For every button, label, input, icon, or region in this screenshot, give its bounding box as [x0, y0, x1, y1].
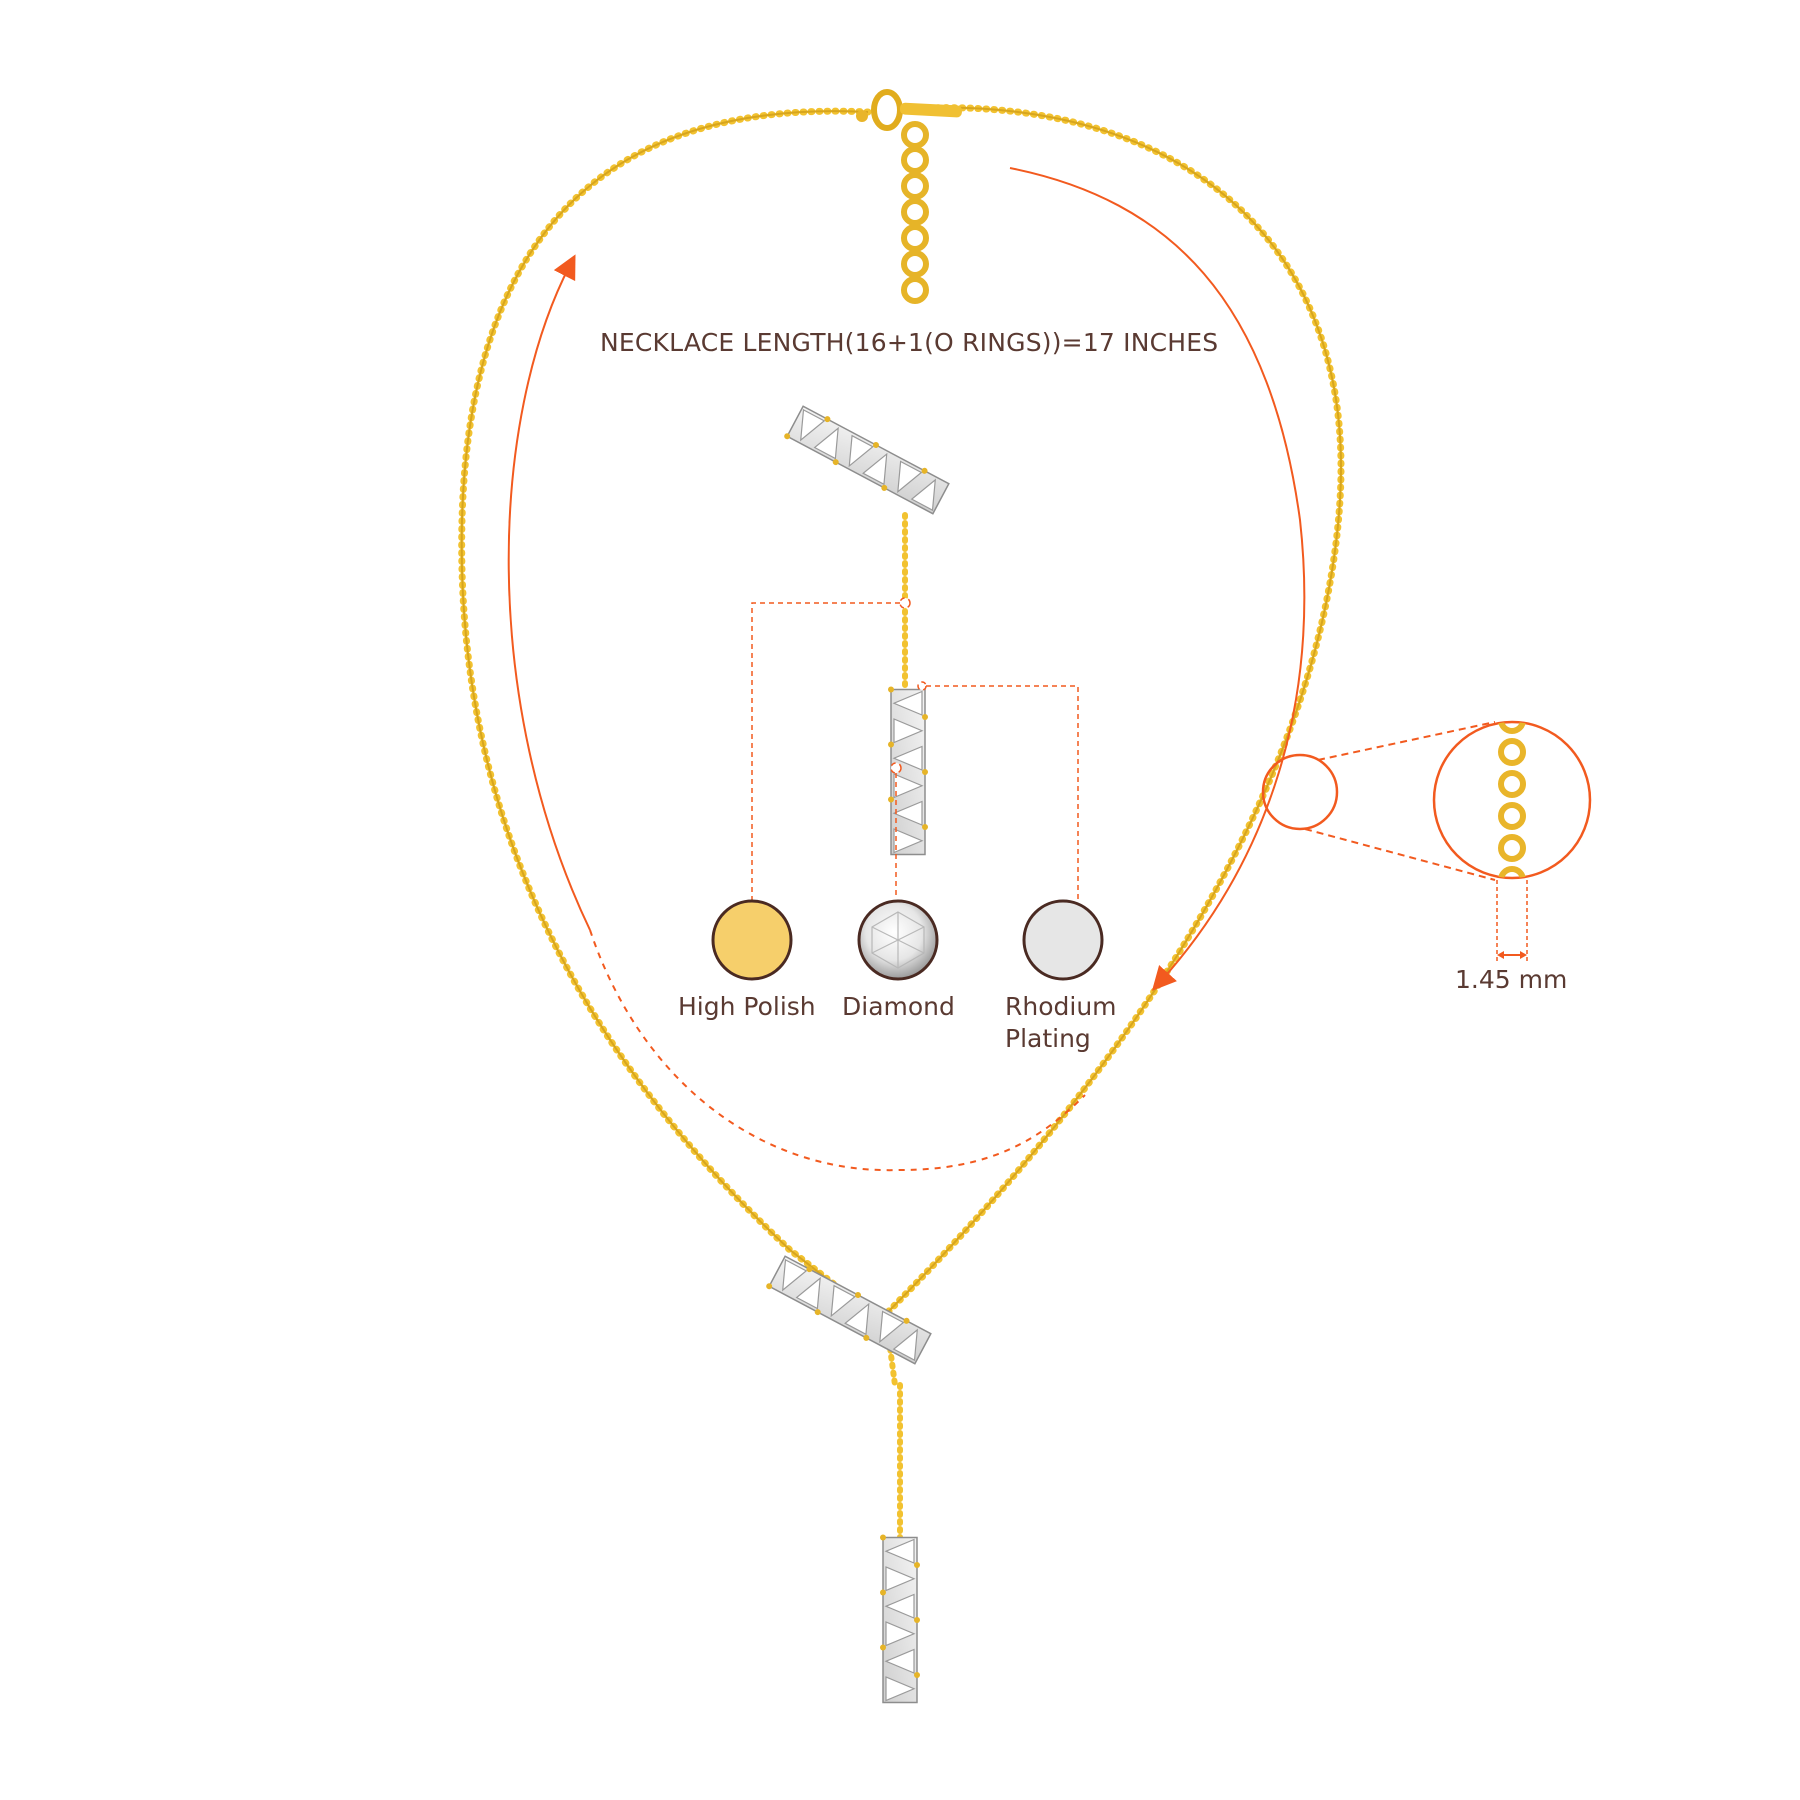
diamond-bar-1 — [783, 402, 950, 516]
rhodium-plating-label-line2: Plating — [1005, 1024, 1091, 1053]
chain-zoom-callout — [1263, 709, 1590, 962]
high-polish-swatch — [713, 901, 791, 979]
diamond-label: Diamond — [842, 992, 955, 1021]
diamond-bars — [765, 402, 950, 1702]
diamond-swatch — [859, 901, 937, 979]
necklace-length-label: NECKLACE LENGTH(16+1(O RINGS))=17 INCHES — [600, 328, 1219, 357]
chain-thickness-label: 1.45 mm — [1455, 965, 1568, 994]
extension-rings — [904, 124, 926, 301]
rhodium-plating-swatch — [1024, 901, 1102, 979]
pendant-chain — [887, 515, 905, 1545]
high-polish-label: High Polish — [678, 992, 816, 1021]
rhodium-plating-label-line1: Rhodium — [1005, 992, 1117, 1021]
diamond-bar-4 — [880, 1535, 920, 1703]
diamond-bar-3 — [765, 1252, 932, 1366]
